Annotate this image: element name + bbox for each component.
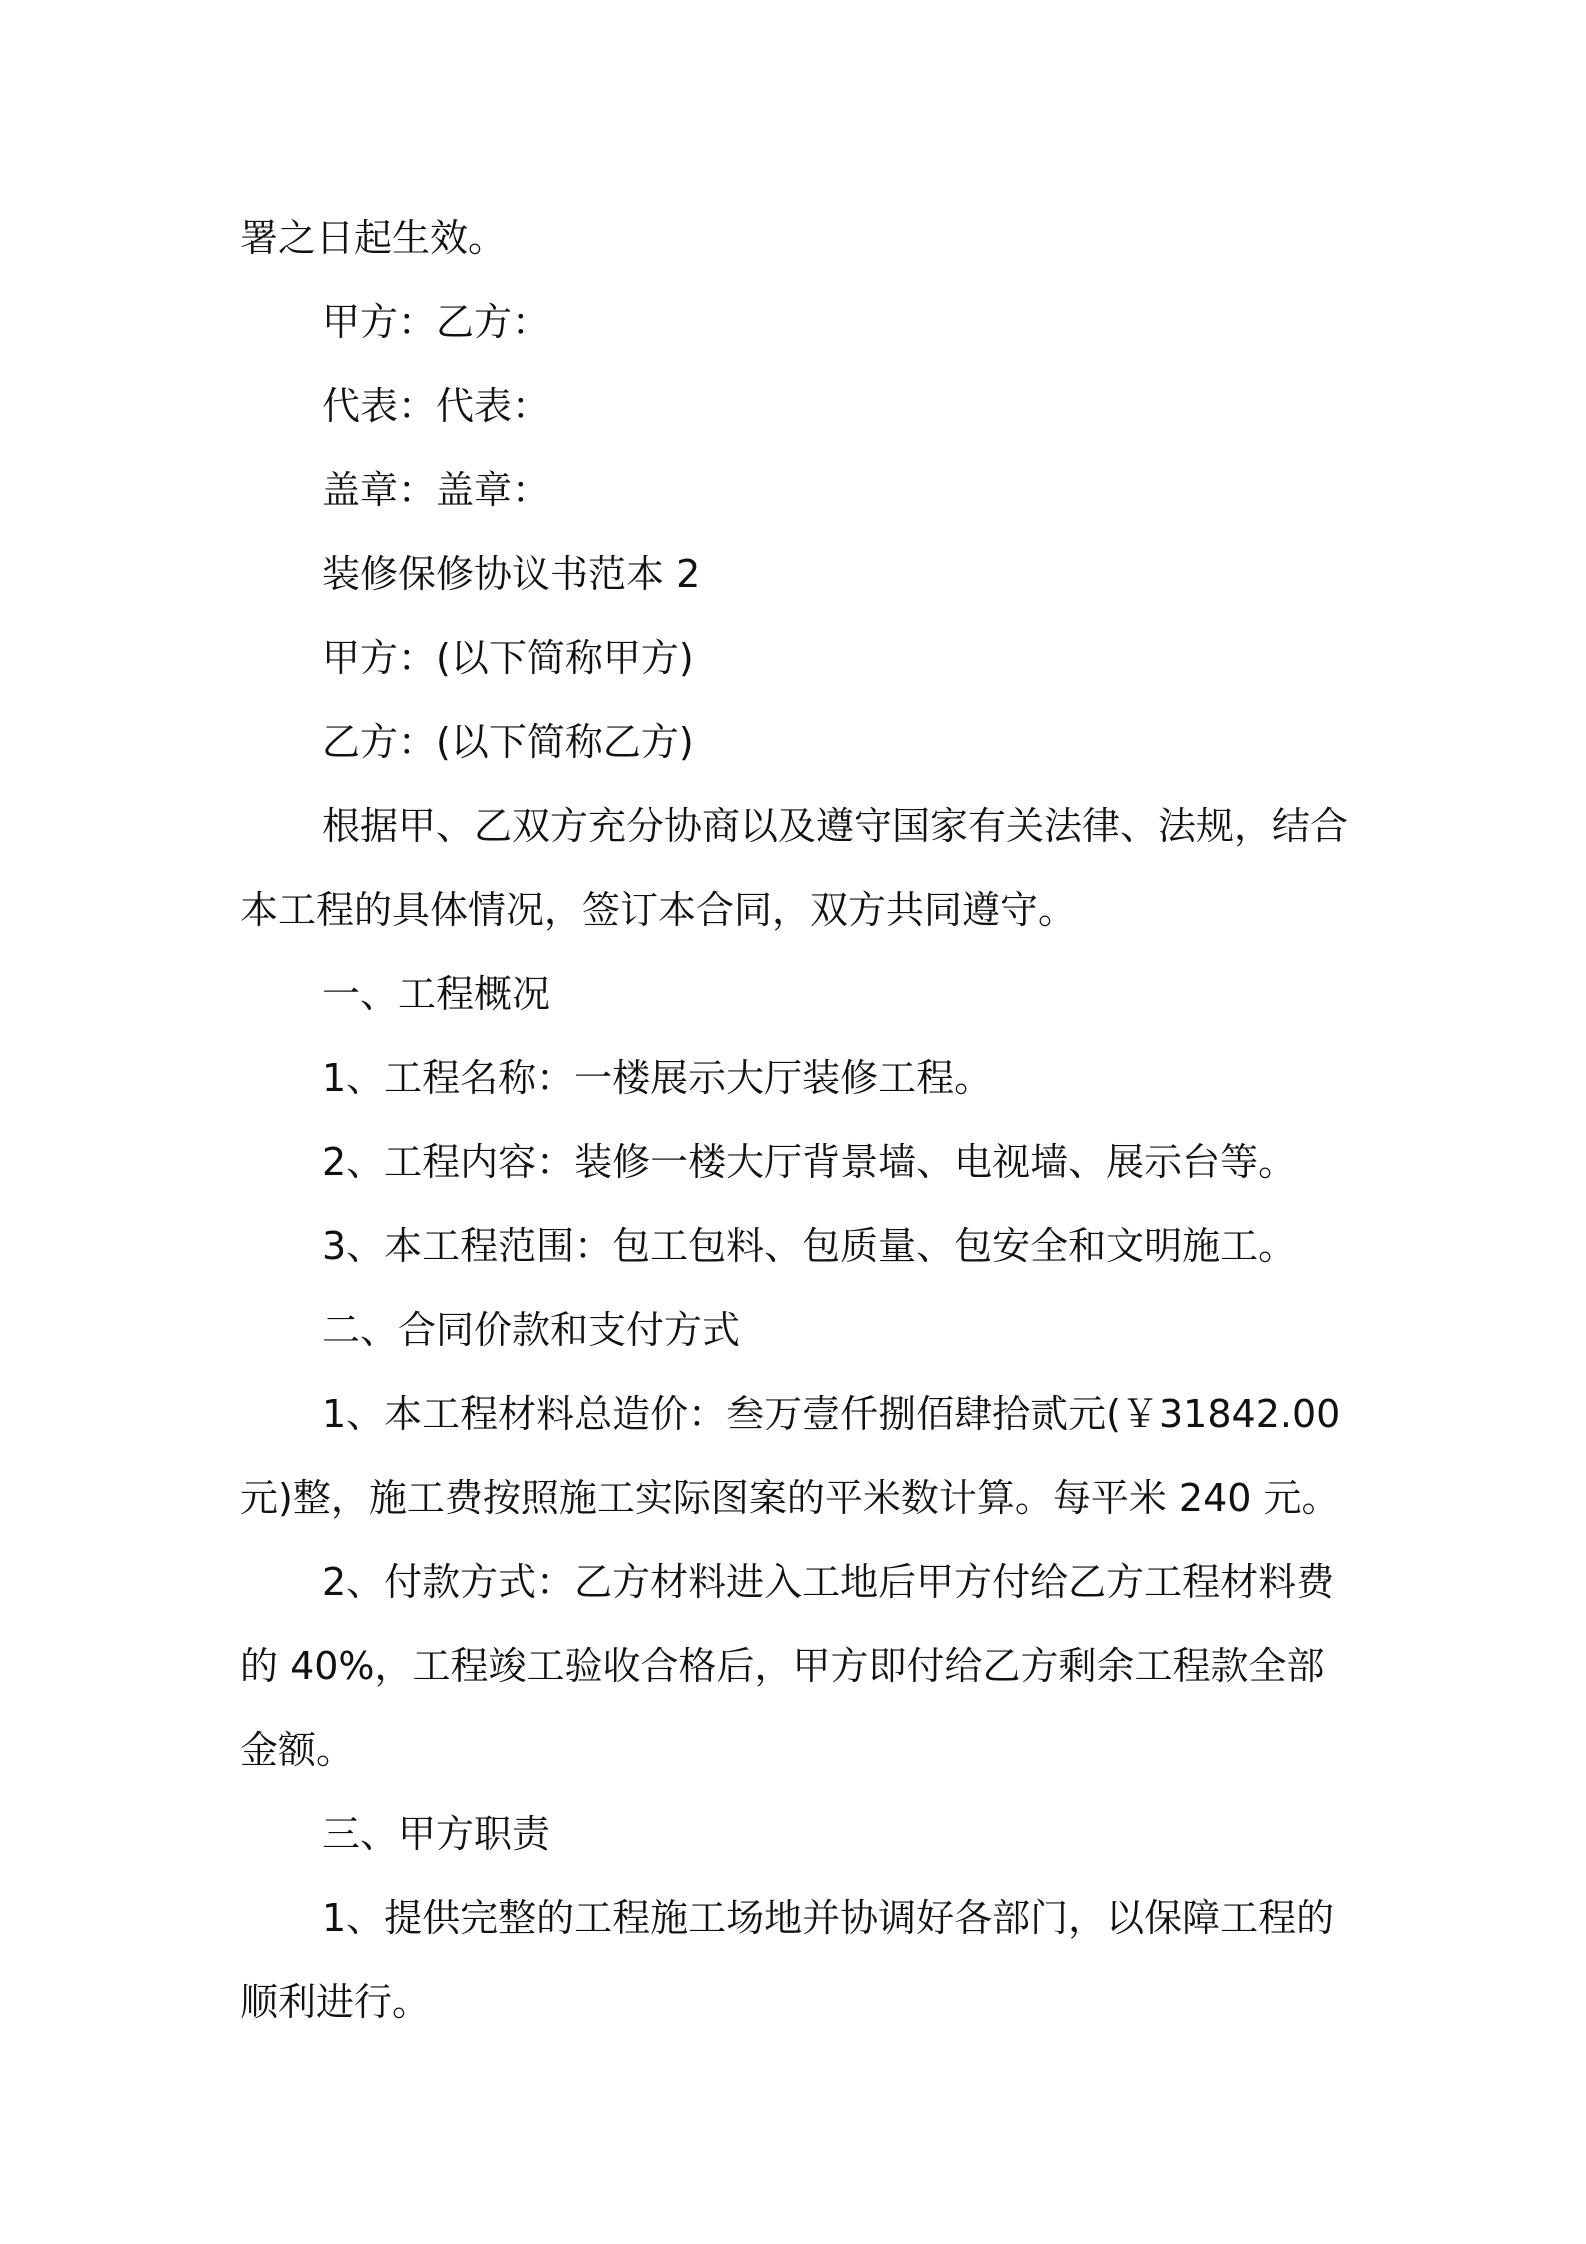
paragraph: 装修保修协议书范本 2: [322, 552, 701, 596]
paragraph: 1、提供完整的工程施工场地并协调好各部门，以保障工程的顺利进行。: [240, 1896, 1335, 2024]
paragraph: 盖章：盖章：: [322, 468, 551, 512]
paragraph: 二、合同价款和支付方式: [322, 1308, 741, 1352]
paragraph: 甲方：乙方：: [322, 300, 551, 344]
paragraph: 根据甲、乙双方充分协商以及遵守国家有关法律、法规，结合本工程的具体情况，签订本合同，双方共同遵守。: [240, 804, 1349, 932]
paragraph: 乙方：(以下简称乙方): [322, 720, 694, 764]
paragraph: 署之日起生效。: [240, 216, 507, 260]
paragraph: 一、工程概况: [322, 972, 551, 1016]
paragraph: 三、甲方职责: [322, 1812, 551, 1856]
paragraph: 3、本工程范围：包工包料、包质量、包安全和文明施工。: [322, 1224, 1297, 1268]
paragraph: 1、工程名称：一楼展示大厅装修工程。: [322, 1056, 993, 1100]
paragraph: 2、工程内容：装修一楼大厅背景墙、电视墙、展示台等。: [322, 1140, 1297, 1184]
paragraph: 1、本工程材料总造价：叁万壹仟捌佰肆拾贰元(￥31842.00元)整，施工费按照施工实际图案的平米数计算。每平米 240 元。: [240, 1392, 1341, 1520]
paragraph: 2、付款方式：乙方材料进入工地后甲方付给乙方工程材料费的 40%，工程竣工验收合格后，甲方即付给乙方剩余工程款全部金额。: [240, 1560, 1335, 1772]
paragraph: 代表：代表：: [322, 384, 551, 428]
paragraph: 甲方：(以下简称甲方): [322, 636, 694, 680]
document-body: [240, 196, 1360, 2044]
